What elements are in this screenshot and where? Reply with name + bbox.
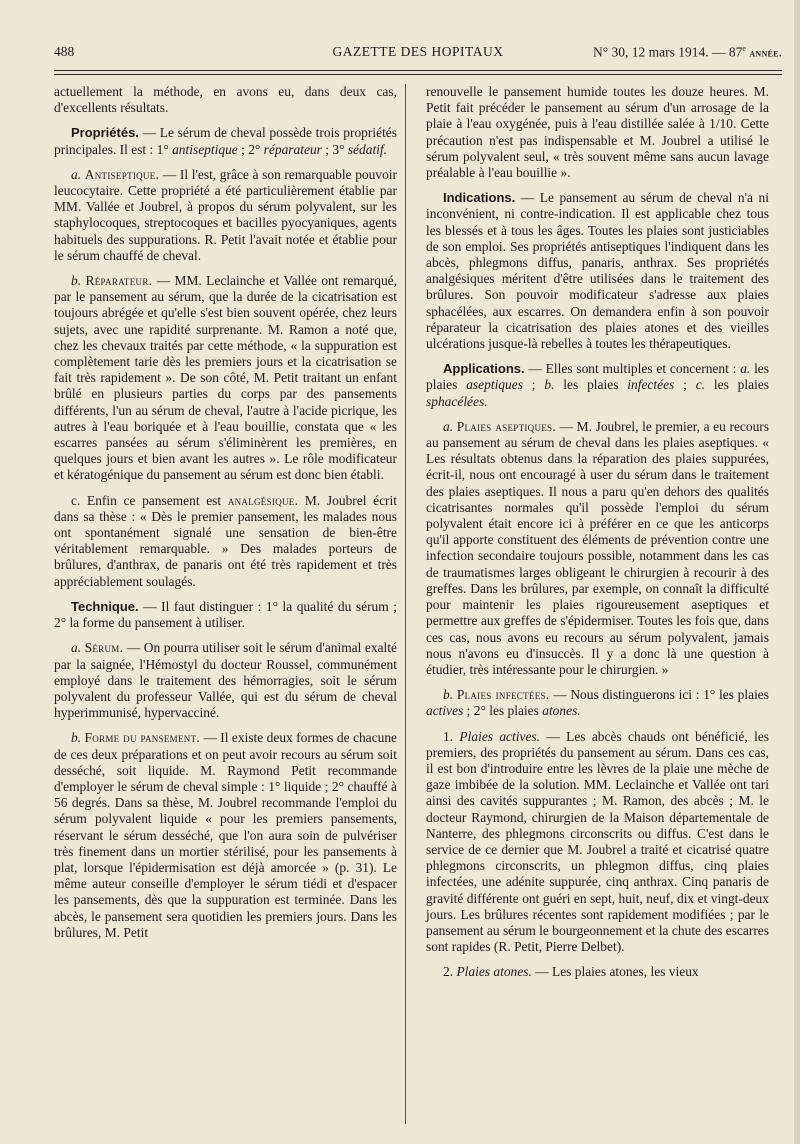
paragraph-serum: a. Sérum. — On pourra utiliser soit le sérum d'animal exalté par la saignée, l'Hémostyl du docteur Roussel, communément employé dans le traitement des hémorragies, soit le sérum polyvalent du professeur Vallée, qui est du sérum de cheval hyperimmunisé, hypervacciné. bbox=[54, 640, 397, 721]
page-edge-shadow bbox=[794, 0, 800, 1144]
issue-info: N° 30, 12 mars 1914. — 87e année. bbox=[592, 44, 782, 60]
section-properties: Propriétés. — Le sérum de cheval possède trois propriétés principales. Il est : 1° antiseptique ; 2° réparateur ; 3° sédatif. bbox=[54, 125, 397, 157]
header-rule-bottom bbox=[54, 74, 782, 75]
paragraph-analgesique: c. Enfin ce pansement est analgésique. M. Joubrel écrit dans sa thèse : « Dès le premier pansement, les malades nous ont spontanément signalé une sensation de bien-être véritablement remarquable. » Des malades porteurs de brûlures, d'anthrax, de panaris ont été très rapidement et très appréciablement soulagés. bbox=[54, 492, 397, 589]
section-heading: Indications. bbox=[443, 190, 516, 206]
header-rule-top bbox=[54, 70, 782, 71]
paragraph-antiseptique: a. Antiseptique. — Il l'est, grâce à son remarquable pouvoir leucocytaire. Cette propriété a été particulièrement établie par MM. Vallée et Joubrel, à propos du sérum polyvalent, sur les staphylocoques, streptocoques et bacilles pyocyaniques, agents habituels des suppurations. R. Petit l'avait notée et établie pour le sérum chauffé de cheval. bbox=[54, 166, 397, 263]
running-header bbox=[54, 44, 782, 64]
page-number: 488 bbox=[54, 44, 75, 59]
section-applications: Applications. — Elles sont multiples et concernent : a. les plaies aseptiques ; b. les plaies infectées ; c. les plaies sphacélées. bbox=[426, 361, 770, 409]
journal-title: GAZETTE DES HOPITAUX bbox=[332, 44, 504, 59]
section-indications: Indications. — Le pansement au sérum de cheval n'a ni inconvénient, ni contre-indication. Il est applicable chez tous les blessés et à tous les âges. Toutes les plaies sont justiciables de son emploi. Ses propriétés antiseptiques l'indiquent dans les abcès, phlegmons diffus, panaris, anthrax. Ses propriétés analgésiques méritent d'être utilisées dans le traitement des brûlures. Son pouvoir modificateur s'adresse aux plaies sphacélées, aux escarres. On demandera enfin à son pouvoir réparateur la cicatrisation des plaies atones et des vieilles ulcérations jusque-là rebelles à toutes les thérapeutiques. bbox=[426, 190, 769, 352]
right-column bbox=[426, 84, 769, 990]
paragraph: renouvelle le pansement humide toutes les douze heures. M. Petit fait précéder le pansement au sérum d'un arrosage de la plaie à l'eau oxygénée, puis à l'eau distillée salée à 1/10. Cette précaution n'est pas indispensable et M. Joubrel a utilisé le sérum polyvalent seul, « très souvent même sans aucun lavage préalable à l'eau bouillie ». bbox=[426, 84, 769, 181]
paragraph-plaies-actives: 1. Plaies actives. — Les abcès chauds ont bénéficié, les premiers, des propriétés du pansement au sérum. Dans ces cas, il est bon d'introduire entre les lèvres de la plaie une mèche de gaze imbibée de la solution. MM. Leclainche et Vallée ont tari ainsi des cavités suppurantes ; M. Ramon, des abcès ; M. le docteur Raymond, chirurgien de la Maison départementale de Nanterre, des phlegmons circonscrits ou diffus. C'est dans le service de ce dernier que M. Joubrel a traité et cicatrisé quatre phlegmons circonscrits, un phlegmon diffus, cinq plaies infectées, une adénite suppurée, cinq anthrax. Cinq panaris de gravité différente ont guéri en sept, huit, neuf, dix et vingt-deux jours. Les brûlures récentes sont rapidement modifiées ; par le pansement au sérum le bourgeonnement et la chute des escarres sont rapides (R. Petit, Pierre Delbet). bbox=[426, 728, 770, 955]
paragraph-plaies-infectees: b. Plaies infectées. — Nous distinguerons ici : 1° les plaies actives ; 2° les plaies atones. bbox=[426, 687, 770, 719]
section-heading: Propriétés. bbox=[71, 125, 139, 141]
paragraph-reparateur: b. Réparateur. — MM. Leclainche et Vallée ont remarqué, par le pansement au sérum, que la durée de la cicatrisation est toujours abrégée et qu'elle s'est bien souvent opérée, chez leurs sujets, avec une rapidité surprenante. M. Ramon a noté que, chez les chevaux traités par cette méthode, « la suppuration est complètement tarie dès les premiers jours et la cicatrisation se fait très rapidement ». De son côté, M. Petit traitant un enfant brûlé en plusieurs parties du corps par des pansements différents, l'un au sérum de cheval, l'autre à l'acide picrique, les autres à l'eau boriquée et à l'eau bouillie, constata que « les escarres pansées au sérum s'éliminèrent les premières, en quelques jours et bien avant les autres ». Le rôle modificateur et kératogénique du pansement au sérum est donc bien établi. bbox=[54, 273, 398, 483]
paragraph-plaies-aseptiques: a. Plaies aseptiques. — M. Joubrel, le premier, a eu recours au pansement au sérum de cheval dans les plaies aseptiques. « Les résultats obtenus dans la réparation des plaies suppurées, écrit-il, nous ont encouragé à user du sérum dans le traitement des plaies aseptiques. Il nous a paru qu'en dehors des qualités cicatrisantes normales qu'il possède l'emploi du sérum polyvalent était encore ici à préférer en ce que les anticorps qu'il apporte constituent des éléments de prévention contre une infection secondaire toujours possible, notamment dans les cas de traumatismes larges obligeant le chirurgien à recourir à des greffes. Dans les brûlures, par exemple, on connaît la difficulté pour maintenir les plaies rigoureusement aseptiques et permettre aux greffes de s'épidermiser. Toutes les fois que, dans ces cas, nous avons eu recours au sérum polyvalent, jamais nous n'avons eu d'insuccès. Il y a donc là une question à étudier, très intéressante pour le chirurgien. » bbox=[426, 418, 770, 677]
section-heading: Applications. bbox=[443, 361, 525, 377]
section-technique: Technique. — Il faut distinguer : 1° la qualité du sérum ; 2° la forme du pansement à utiliser. bbox=[54, 598, 397, 631]
paragraph-plaies-atones: 2. Plaies atones. — Les plaies atones, les vieux bbox=[443, 964, 699, 980]
column-divider bbox=[405, 84, 406, 1124]
paragraph: actuellement la méthode, en avons eu, dans deux cas, d'excellents résultats. bbox=[54, 84, 397, 116]
section-heading: Technique. bbox=[71, 598, 139, 614]
paragraph-forme-pansement: b. Forme du pansement. — Il existe deux formes de chacune de ces deux préparations et on peut avoir recours au sérum soit desséché, soit liquide. M. Raymond Petit recommande d'employer le sérum de cheval simple : 1° liquide ; 2° chauffé à 56 degrés. Dans sa thèse, M. Joubrel recommande l'emploi du sérum polyvalent liquide « pour les premiers pansements, réservant le sérum desséché, que l'on aura soin de pulvériser très finement dans un mortier stérilisé, pour les pansements à plat, lorsque l'épidermisation est déjà amorcée » (p. 31). Le même auteur conseille d'employer le sérum tiédi et d'espacer les pansements, dès que la suppuration est terminée. Dans les abcès, le pansement sera quotidien les premiers jours. Dans les brûlures, M. Petit bbox=[54, 730, 398, 940]
left-column bbox=[54, 84, 397, 950]
